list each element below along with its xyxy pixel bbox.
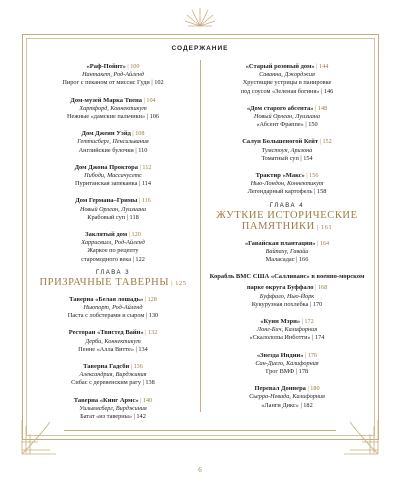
entry-dish: «Ланги Дикс» | 182 xyxy=(261,401,313,409)
entry-page: | 164 xyxy=(315,239,330,247)
entry-page: | 108 xyxy=(130,130,145,138)
entry-page: | 152 xyxy=(318,138,332,146)
entry-place: Лонг-Бич, Калифорния xyxy=(256,326,318,334)
entry-dish: старомодного века | 122 xyxy=(81,255,145,263)
entry-place: Вайпаху, Гавайи xyxy=(265,247,309,255)
entry-title-line xyxy=(204,270,370,292)
entry-place: Геттисберг, Пенсильвания xyxy=(77,138,149,146)
entry-page: | 148 xyxy=(313,104,328,112)
entry-title: Ресторан «Твистед Вайн» xyxy=(68,329,144,337)
entry-page: | 104 xyxy=(142,96,156,104)
entry-dish: Сибас с деревенским рагу | 138 xyxy=(71,379,155,387)
entry-dish: Легендарный картофель | 158 xyxy=(247,188,327,196)
entry-dish: Крабовый суп | 118 xyxy=(87,213,139,221)
entry-title: Перевал Доннера xyxy=(254,385,306,393)
toc-entry xyxy=(204,60,370,96)
entry-page: | 100 xyxy=(125,63,140,70)
entry-title: «Старый розовый дом» xyxy=(245,63,315,70)
toc-entry xyxy=(30,293,196,321)
chapter-title xyxy=(204,210,370,233)
entry-title: Таверна Гадсби xyxy=(83,363,130,371)
entry-dish: Пуританская запеканка | 114 xyxy=(74,180,152,188)
entry-page: | 136 xyxy=(129,363,143,371)
entry-title: «Гавайская плантация» xyxy=(244,239,316,247)
chapter-page: | 161 xyxy=(314,223,333,231)
entry-page: | 116 xyxy=(137,197,151,205)
entry-dish: Маласадас | 166 xyxy=(265,256,309,264)
toc-entry xyxy=(204,135,370,163)
toc-entry xyxy=(204,315,370,343)
chapter-page: | 125 xyxy=(169,279,187,287)
entry-title: «Раф-Пойнт» xyxy=(86,63,126,70)
entry-title-line xyxy=(30,161,196,172)
entry-title-line xyxy=(30,94,196,105)
toc-left-column xyxy=(30,60,196,427)
entry-title-line xyxy=(30,326,196,337)
entry-title-line xyxy=(30,293,196,304)
toc-entry xyxy=(30,94,196,122)
entry-dish: «Скалолопы Инботти» | 174 xyxy=(249,334,325,342)
toc-entry xyxy=(30,228,196,264)
entry-title-line xyxy=(30,194,196,205)
entry-title-line xyxy=(204,169,370,180)
entry-page: | 180 xyxy=(305,385,320,393)
entry-dish: Томатный суп | 154 xyxy=(261,154,313,162)
chapter-title xyxy=(30,277,196,289)
entry-dish: Пирог с пеканом от миссис Гуди | 102 xyxy=(62,79,164,87)
entry-page: | 120 xyxy=(127,231,141,239)
entry-dish: под соусом «Зеленая богиня» | 146 xyxy=(240,87,334,95)
entry-page: | 172 xyxy=(300,318,314,326)
entry-page: | 144 xyxy=(314,63,329,70)
entry-place: Сьерра-Невада, Калифорния xyxy=(249,393,325,401)
toc-entry xyxy=(30,360,196,388)
sunburst-ornament-icon xyxy=(184,6,216,30)
entry-title: Дом-музей Марка Твена xyxy=(70,96,143,104)
entry-place: Пибоди, Массачусетс xyxy=(84,172,142,180)
toc-entry xyxy=(30,60,196,88)
chapter-label: ГЛАВА 3 xyxy=(95,269,131,276)
entry-page: | 156 xyxy=(304,172,319,180)
toc-entry xyxy=(204,102,370,130)
entry-place: Нантакет, Род-Айленд xyxy=(82,71,144,79)
entry-place: Нью-Лондон, Коннектикут xyxy=(250,180,324,188)
page-title: СОДЕРЖАНИЕ xyxy=(171,45,229,52)
entry-title: «Куин Мэри» xyxy=(260,318,301,326)
entry-title: Трактир «Макс» xyxy=(255,172,305,180)
page-number: 6 xyxy=(198,466,202,474)
entry-dish: Паста с лобстерами и сыром | 130 xyxy=(67,312,159,320)
entry-title: Дом Джеин Уэйд xyxy=(81,130,131,138)
entry-title: «Звезда Индии» xyxy=(256,351,304,359)
entry-title-line xyxy=(30,60,196,71)
toc-entry xyxy=(30,326,196,354)
toc-entry xyxy=(30,194,196,222)
entry-title-line xyxy=(30,360,196,371)
entry-title: «Дом старого абсента» xyxy=(246,104,314,112)
entry-dish: Грог ВМФ | 178 xyxy=(265,368,309,376)
entry-place: Новый Орлеан, Луизиана xyxy=(80,205,146,213)
entry-dish: Кукурузная похлебка | 170 xyxy=(251,300,323,308)
entry-place: Хартфорд, Коннектикут xyxy=(79,104,147,112)
toc-entry xyxy=(204,270,370,309)
toc-entry xyxy=(204,169,370,197)
entry-title-line xyxy=(30,127,196,138)
toc-entry xyxy=(204,349,370,377)
entry-place: Буффало, Нью-Йорк xyxy=(259,292,315,300)
entry-title-line xyxy=(204,349,370,360)
chapter-title-text: ПРИЗРАЧНЫЕ ТАВЕРНЫ xyxy=(39,276,170,288)
entry-dish: Жаркое по рецепту xyxy=(87,247,139,255)
column-divider xyxy=(200,60,201,412)
entry-dish: «Абсент Фраппе» | 150 xyxy=(256,121,318,129)
entry-dish: Английские булочки | 110 xyxy=(78,146,148,154)
entry-page: | 112 xyxy=(138,163,152,171)
entry-title-line xyxy=(204,382,370,393)
entry-page: | 128 xyxy=(143,295,157,303)
entry-title-line xyxy=(204,315,370,326)
entry-title: Дом Джона Проктора xyxy=(74,163,139,171)
entry-dish: Пенне «Алла Витте» | 134 xyxy=(78,345,148,353)
entry-page: | 176 xyxy=(303,351,318,359)
toc-entry xyxy=(30,161,196,189)
toc-entry xyxy=(30,127,196,155)
entry-page: | 140 xyxy=(138,396,153,404)
entry-title-line xyxy=(204,135,370,146)
entry-title: Салун Большеногой Кейт xyxy=(242,138,319,146)
toc-entry xyxy=(204,237,370,265)
chapter-title-text: ЖУТКИЕ ИСТОРИЧЕСКИЕ ПАМЯТНИКИ xyxy=(216,209,358,232)
entry-dish: Батат «из таверны» | 142 xyxy=(80,413,146,421)
corner-ornament-icon xyxy=(338,414,382,458)
entry-place: Александрия, Вирджиния xyxy=(79,371,147,379)
entry-title-line xyxy=(30,394,196,405)
entry-page: | 168 xyxy=(313,284,328,292)
entry-place: Дерби, Коннектикут xyxy=(85,337,141,345)
toc-entry xyxy=(30,394,196,422)
entry-dish: Хрустящие устрицы в панировке xyxy=(242,79,332,87)
entry-place: Сан-Диего, Калифорния xyxy=(255,359,319,367)
entry-place: Уильямсберг, Вирджиния xyxy=(79,404,147,412)
toc-right-column xyxy=(204,60,370,416)
entry-place: Новый Орлеан, Луизиана xyxy=(254,113,320,121)
entry-dish: Нежные «дамские пальчики» | 106 xyxy=(66,113,160,121)
entry-title-line xyxy=(204,102,370,113)
entry-page: | 132 xyxy=(143,329,158,337)
entry-title-line xyxy=(30,228,196,239)
entry-place: Ньюпорт, Род-Айленд xyxy=(83,304,143,312)
entry-place: Тумстоун, Аризона xyxy=(261,146,313,154)
entry-title-line xyxy=(204,60,370,71)
entry-place: Харрисвилл, Род-Айленд xyxy=(81,239,145,247)
entry-title: Дом Германа–Гримы xyxy=(75,197,138,205)
toc-entry xyxy=(204,382,370,410)
entry-place: Саванна, Джорджия xyxy=(259,71,315,79)
entry-title: Заклятый дом xyxy=(85,231,128,239)
chapter-label: ГЛАВА 4 xyxy=(269,202,305,209)
entry-title: Таверна «Белая лошадь» xyxy=(69,295,144,303)
entry-title: Корабль ВМС США «Салливанс» в военно-морском парке округа Буффало xyxy=(209,273,365,292)
bottom-rule xyxy=(64,430,336,431)
entry-title-line xyxy=(204,237,370,248)
entry-title: Таверна «Кинг Армс» xyxy=(73,396,139,404)
